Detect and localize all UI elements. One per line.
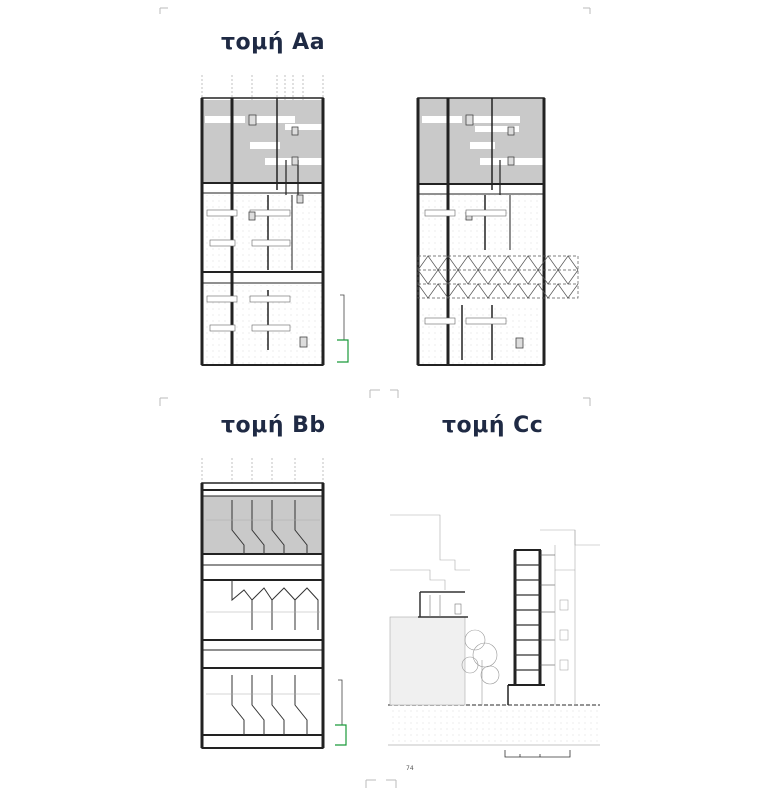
section-aa-right-drawing [418,98,578,365]
tree [462,630,499,705]
section-title-aa: τομή Aa [221,30,326,55]
section-cc-drawing [388,515,600,757]
page-number: 74 [406,765,414,772]
bridge-truss [418,256,578,298]
section-title-bb: τομή Bb [221,413,326,438]
section-bb-drawing [202,458,346,748]
section-aa-left-drawing [202,75,348,365]
section-title-cc: τομή Cc [442,413,544,438]
